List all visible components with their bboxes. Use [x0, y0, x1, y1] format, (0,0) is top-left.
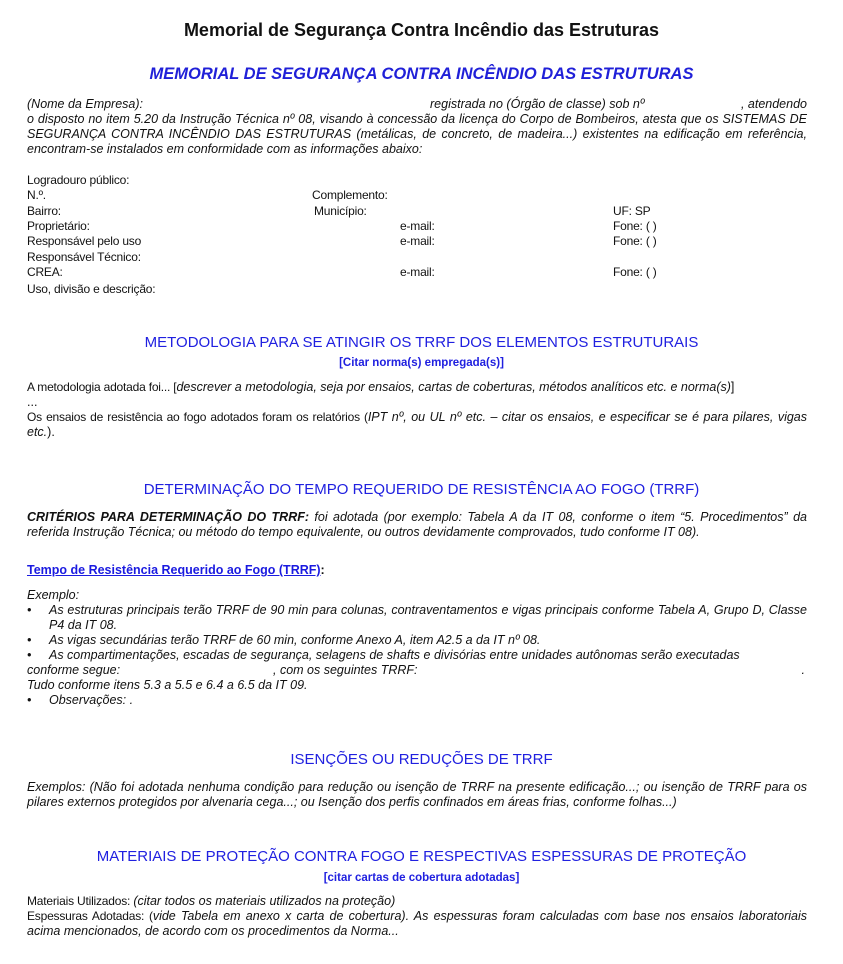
bullet-icon: •	[27, 693, 32, 707]
list-item-text: As vigas secundárias terão TRRF de 60 min, conforme Anexo A, item A2.5 a da IT nº 08.	[49, 633, 541, 647]
bullet-icon: •	[27, 648, 32, 662]
crea-email-label: e-mail:	[400, 265, 435, 279]
tudo-conforme-text: Tudo conforme itens 5.3 a 5.5 e 6.4 a 6.5 da IT 09.	[27, 678, 308, 692]
exemplo-label: Exemplo:	[27, 588, 80, 602]
metodologia-line1-c: ]	[730, 380, 735, 394]
criterios-label: CRITÉRIOS PARA DETERMINAÇÃO DO TRRF:	[27, 510, 310, 524]
metodologia-heading: METODOLOGIA PARA SE ATINGIR OS TRRF DOS ELEMENTOS ESTRUTURAIS	[144, 334, 699, 351]
espessuras-text: vide Tabela em anexo x carta de cobertura). As espessuras foram calculadas com base nos ensaios laboratoriais acima mencionados, de acordo com os procedimentos da Norma...	[27, 909, 807, 938]
list-item-text: As compartimentações, escadas de segurança, selagens de shafts e divisórias entre unidades autônomas serão executadas	[49, 648, 740, 662]
materiais-text	[27, 894, 807, 939]
main-heading: MEMORIAL DE SEGURANÇA CONTRA INCÊNDIO DAS ESTRUTURAS	[149, 65, 694, 83]
period-text: .	[801, 663, 805, 677]
materiais-utilizados-text: (citar todos os materiais utilizados na proteção)	[133, 894, 396, 908]
numero-label: N.º.	[27, 188, 46, 202]
intro-body: o disposto no item 5.20 da Instrução Técnica nº 08, visando à concessão da licença do Corpo de Bombeiros, atesta que os SISTEMAS DE SEGURANÇA CONTRA INCÊNDIO DAS ESTRUTURAS (metálicas, de concreto, de madeira...) existentes na edificação em referência, encontram-se instalados em conformidade com as informações abaixo:	[27, 112, 807, 156]
criterios-paragraph	[27, 510, 807, 540]
trrf-colon: :	[320, 563, 325, 577]
conforme-segue-text: conforme segue:	[27, 663, 121, 677]
metodologia-line2-a: Os ensaios de resistência ao fogo adotados foram os relatórios (	[27, 410, 368, 424]
responsavel-tecnico-label: Responsável Técnico:	[27, 250, 141, 264]
metodologia-text	[27, 380, 807, 440]
responsavel-uso-email-label: e-mail:	[400, 234, 435, 248]
metodologia-ellipsis: ...	[27, 395, 38, 409]
metodologia-line2-b: IPT nº, ou UL nº etc. – citar os ensaios, e especificar se é para pilares, vigas etc.	[27, 410, 807, 439]
company-name-label: (Nome da Empresa):	[27, 97, 144, 111]
trrf-heading	[27, 563, 325, 577]
metodologia-subheading: [Citar norma(s) empregada(s)]	[339, 357, 504, 369]
materiais-subheading: [citar cartas de cobertura adotadas]	[323, 872, 520, 884]
intro-paragraph	[27, 97, 807, 157]
list-item	[27, 693, 807, 708]
responsavel-uso-fone-label: Fone: ( )	[613, 234, 657, 248]
isencoes-heading: ISENÇÕES OU REDUÇÕES DE TRRF	[290, 751, 553, 768]
responsavel-uso-label: Responsável pelo uso	[27, 234, 142, 248]
atendendo-text: , atendendo	[740, 97, 807, 111]
materiais-heading: MATERIAIS DE PROTEÇÃO CONTRA FOGO E RESPECTIVAS ESPESSURAS DE PROTEÇÃO	[96, 848, 747, 865]
metodologia-line2-c: ).	[47, 425, 55, 439]
bairro-label: Bairro:	[27, 204, 61, 218]
municipio-label: Município:	[314, 204, 367, 218]
complemento-label: Complemento:	[312, 188, 388, 202]
determinacao-heading: DETERMINAÇÃO DO TEMPO REQUERIDO DE RESISTÊNCIA AO FOGO (TRRF)	[143, 481, 700, 498]
crea-label: CREA:	[27, 265, 63, 279]
criterios-text: foi adotada (por exemplo: Tabela A da IT 08, conforme o item “5. Procedimentos” da referida Instrução Técnica; ou método do tempo equivalente, ou outros devidamente comprovados, tudo conforme IT 08).	[27, 510, 807, 539]
trrf-link[interactable]: Tempo de Resistência Requerido ao Fogo (TRRF)	[27, 563, 321, 577]
document-title: Memorial de Segurança Contra Incêndio das Estruturas	[183, 20, 660, 40]
list-item-text: As estruturas principais terão TRRF de 90 min para colunas, contraventamentos e vigas principais conforme Tabela A, Grupo D, Classe P4 da IT 08.	[49, 603, 807, 632]
proprietario-email-label: e-mail:	[400, 219, 435, 233]
uso-label: Uso, divisão e descrição:	[27, 282, 156, 296]
uf-label: UF: SP	[613, 204, 651, 218]
bullet-icon: •	[27, 603, 32, 617]
proprietario-fone-label: Fone: ( )	[613, 219, 657, 233]
crea-fone-label: Fone: ( )	[613, 265, 657, 279]
list-item	[27, 603, 807, 633]
bullet-icon: •	[27, 633, 32, 647]
seguintes-trrf-text: , com os seguintes TRRF:	[273, 663, 418, 677]
metodologia-line1-a: A metodologia adotada foi... [	[27, 380, 177, 394]
trrf-examples	[27, 588, 807, 708]
isencoes-text: Exemplos: (Não foi adotada nenhuma condição para redução ou isenção de TRRF na presente edificação...; ou isenção de TRRF para os pilares externos protegidos por alvenaria cega...; ou Isenção dos perfis confinados em áreas frias, conforme folhas...)	[27, 780, 807, 809]
metodologia-line1-b: descrever a metodologia, seja por ensaios, cartas de coberturas, métodos analíticos etc. e norma(s)	[176, 380, 731, 394]
registration-text: registrada no (Órgão de classe) sob nº	[430, 97, 645, 111]
espessuras-label: Espessuras Adotadas: (	[27, 909, 153, 923]
observacoes-text: Observações: .	[49, 693, 134, 707]
proprietario-label: Proprietário:	[27, 219, 90, 233]
list-item	[27, 633, 807, 648]
list-item	[27, 648, 807, 663]
materiais-utilizados-label: Materiais Utilizados:	[27, 894, 134, 908]
logradouro-label: Logradouro público:	[27, 173, 130, 187]
